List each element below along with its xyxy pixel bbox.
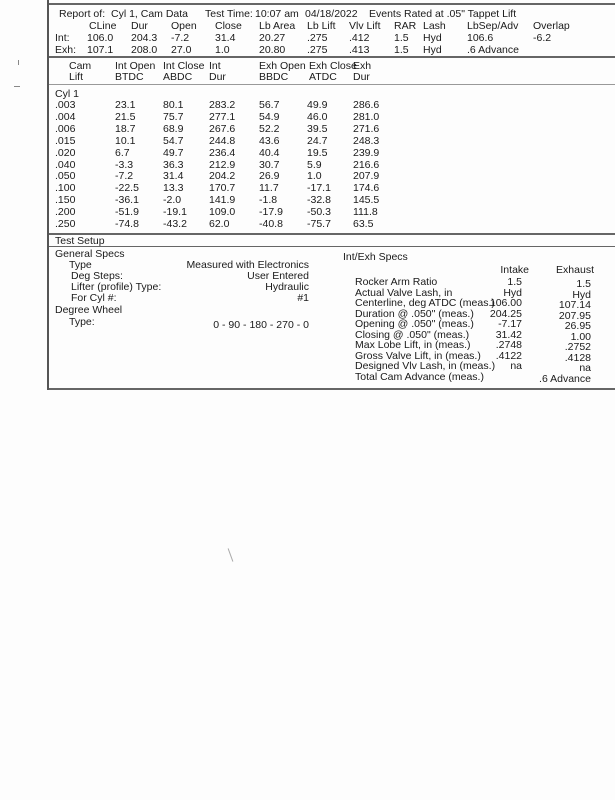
summary-cell: 20.80 — [259, 44, 286, 56]
scan-mark — [18, 60, 19, 65]
summary-col-header: Lb Area — [259, 20, 296, 32]
intake-col-header: Intake — [500, 264, 529, 276]
event-cell: -40.8 — [259, 218, 283, 230]
summary-cell: 204.3 — [131, 32, 158, 44]
summary-col-header: LbSep/Adv — [467, 20, 519, 32]
summary-cell: 1.5 — [394, 44, 409, 56]
spec-intake-value: 31.42 — [495, 328, 522, 341]
degree-wheel-type-label: Type: — [69, 316, 95, 328]
spec-intake-value: 204.25 — [489, 307, 522, 320]
event-cell: 21.5 — [115, 110, 136, 123]
event-cell: -22.5 — [115, 182, 139, 195]
spec-intake-value: Hyd — [503, 286, 522, 299]
event-cell: 46.0 — [307, 110, 328, 123]
summary-col-header: RAR — [394, 20, 417, 32]
event-cell: 204.2 — [209, 170, 236, 183]
summary-col-header: CLine — [89, 20, 117, 32]
event-cell: 49.9 — [307, 99, 328, 111]
events-col-subheader: Lift — [69, 71, 84, 83]
spec-exhaust-value: 1.00 — [570, 330, 591, 343]
events-col-subheader: ATDC — [309, 71, 337, 83]
spec-intake-value: .4122 — [495, 349, 522, 362]
general-spec-label: For Cyl #: — [71, 292, 117, 304]
spec-exhaust-value: .6 Advance — [539, 372, 591, 385]
events-rated-note: Events Rated at .05" Tappet Lift — [369, 8, 517, 20]
event-cell: 5.9 — [307, 158, 322, 171]
event-cell: -36.1 — [115, 194, 139, 207]
event-cell: 19.5 — [307, 146, 328, 159]
test-time-label: Test Time: — [205, 8, 253, 20]
summary-cell: 20.27 — [259, 32, 286, 44]
degree-wheel-title: Degree Wheel — [55, 304, 123, 316]
event-cell: 109.0 — [209, 206, 236, 219]
spec-exhaust-value: 207.95 — [558, 309, 591, 322]
spec-exhaust-value: .2752 — [564, 341, 591, 353]
event-cell: 283.2 — [209, 99, 236, 111]
spec-intake-value: 1.5 — [507, 276, 522, 288]
summary-cell: .412 — [349, 32, 370, 44]
cam-lift-cell: .006 — [55, 122, 76, 135]
event-cell: 11.7 — [259, 182, 279, 195]
event-cell: -50.3 — [307, 206, 331, 219]
summary-cell: 106.6 — [467, 32, 494, 44]
event-cell: -19.1 — [163, 206, 187, 219]
event-cell: -51.9 — [115, 206, 139, 219]
event-cell: 170.7 — [209, 182, 236, 195]
spec-label: Max Lobe Lift, in (meas.) — [355, 339, 471, 351]
events-col-subheader: ABDC — [163, 71, 193, 83]
event-cell: 24.7 — [307, 134, 328, 147]
event-cell: 111.8 — [353, 206, 378, 219]
cam-lift-cell: .200 — [55, 206, 76, 219]
summary-cell: 107.1 — [87, 44, 114, 56]
summary-col-header: Close — [215, 20, 242, 32]
scan-mark — [228, 548, 234, 561]
bottom-border — [49, 388, 615, 390]
spec-exhaust-value: na — [579, 362, 591, 374]
event-cell: 6.7 — [115, 146, 130, 159]
summary-cell: -6.2 — [533, 32, 552, 44]
spec-label: Gross Valve Lift, in (meas.) — [355, 349, 481, 362]
event-cell: 239.9 — [353, 146, 380, 159]
general-spec-value: Hydraulic — [265, 281, 309, 293]
cam-lift-cell: .250 — [55, 218, 76, 230]
event-cell: 286.6 — [353, 99, 380, 111]
exhaust-col-header: Exhaust — [556, 264, 594, 276]
event-cell: 271.6 — [353, 122, 380, 135]
event-cell: 63.5 — [353, 218, 374, 230]
scan-mark — [14, 86, 20, 87]
spec-label: Total Cam Advance (meas.) — [355, 370, 484, 383]
spec-label: Opening @ .050" (meas.) — [355, 318, 474, 330]
event-cell: 40.4 — [259, 146, 280, 159]
event-cell: 18.7 — [115, 122, 136, 135]
cam-lift-cell: .150 — [55, 194, 76, 207]
event-cell: 174.6 — [353, 182, 380, 195]
events-col-header: Int Close — [163, 60, 205, 72]
event-cell: 36.3 — [163, 158, 184, 171]
event-cell: 216.6 — [353, 158, 380, 171]
spec-exhaust-value: 26.95 — [564, 320, 591, 332]
general-spec-label: Type — [69, 259, 92, 271]
cam-lift-cell: .020 — [55, 146, 76, 159]
report-of-label: Report of: — [59, 8, 106, 20]
event-cell: 75.7 — [163, 110, 184, 123]
cam-report-sheet — [47, 0, 615, 390]
event-cell: 248.3 — [353, 134, 380, 147]
event-cell: 49.7 — [163, 146, 184, 159]
summary-cell: -7.2 — [171, 32, 190, 44]
summary-cell: Hyd — [423, 44, 442, 56]
general-spec-value: User Entered — [247, 270, 309, 282]
event-cell: 23.1 — [115, 99, 136, 111]
summary-row-label: Exh: — [55, 44, 77, 56]
summary-cell: .275 — [307, 44, 328, 56]
spec-intake-value: -7.17 — [498, 318, 522, 330]
cam-lift-cell: .004 — [55, 110, 76, 123]
event-cell: 207.9 — [353, 170, 380, 183]
spec-label: Centerline, deg ATDC (meas.) — [355, 297, 495, 309]
spec-intake-value: na — [510, 360, 522, 372]
summary-cell: 208.0 — [131, 44, 158, 56]
summary-cell: .413 — [349, 44, 370, 56]
summary-cell: 31.4 — [215, 32, 236, 44]
events-col-header: Exh Close — [309, 60, 357, 72]
event-cell: 54.9 — [259, 110, 280, 123]
event-cell: -74.8 — [115, 218, 139, 230]
spec-label: Duration @ .050" (meas.) — [355, 307, 474, 320]
summary-cell: .6 Advance — [467, 44, 519, 56]
spec-label: Closing @ .050" (meas.) — [355, 328, 470, 341]
summary-col-header: Open — [171, 20, 197, 32]
events-col-header: Cam — [69, 60, 92, 72]
event-cell: 68.9 — [163, 122, 184, 135]
summary-col-header: Dur — [131, 20, 148, 32]
event-cell: -43.2 — [163, 218, 187, 230]
top-border — [49, 3, 615, 5]
event-cell: 39.5 — [307, 122, 328, 135]
events-col-subheader: BTDC — [115, 71, 144, 83]
event-cell: -32.8 — [307, 194, 331, 207]
event-cell: 52.2 — [259, 122, 280, 135]
event-cell: -17.9 — [259, 206, 283, 219]
events-divider — [49, 233, 615, 235]
event-cell: -75.7 — [307, 218, 331, 230]
summary-col-header: Vlv Lift — [349, 20, 381, 32]
event-cell: -1.8 — [259, 194, 278, 207]
spec-exhaust-value: .4128 — [564, 351, 591, 364]
spec-label: Rocker Arm Ratio — [355, 276, 438, 288]
event-cell: 141.9 — [209, 194, 236, 207]
summary-col-header: Lb Lift — [307, 20, 336, 32]
event-cell: 31.4 — [163, 170, 184, 183]
spec-intake-value: .2748 — [495, 339, 522, 351]
event-cell: 212.9 — [209, 158, 236, 171]
events-col-subheader: BBDC — [259, 71, 289, 83]
events-col-subheader: Dur — [209, 71, 226, 83]
event-cell: 26.9 — [259, 170, 280, 183]
event-cell: 13.3 — [163, 182, 184, 195]
summary-cell: 1.0 — [215, 44, 230, 56]
event-cell: -17.1 — [307, 182, 331, 195]
summary-divider — [49, 56, 615, 58]
summary-cell: Hyd — [423, 32, 442, 44]
test-setup-divider — [49, 246, 615, 247]
test-setup-title: Test Setup — [55, 235, 105, 247]
cam-lift-cell: .100 — [55, 182, 76, 195]
event-cell: 145.5 — [353, 194, 380, 207]
events-col-header: Int — [209, 60, 221, 72]
cam-lift-cell: .040 — [55, 158, 76, 171]
event-cell: 10.1 — [115, 134, 136, 147]
event-cell: 1.0 — [307, 170, 322, 183]
summary-cell: .275 — [307, 32, 328, 44]
general-specs-title: General Specs — [55, 248, 125, 260]
events-col-header: Exh — [353, 60, 372, 72]
event-cell: 267.6 — [209, 122, 236, 135]
summary-cell: 106.0 — [87, 32, 114, 44]
cam-lift-cell: .050 — [55, 170, 76, 183]
event-cell: 54.7 — [163, 134, 184, 147]
event-cell: 80.1 — [163, 99, 184, 111]
spec-label: Designed Vlv Lash, in (meas.) — [355, 360, 496, 372]
int-exh-specs-title: Int/Exh Specs — [343, 251, 408, 263]
test-time-value: 10:07 am — [255, 8, 299, 20]
spec-label: Actual Valve Lash, in — [355, 286, 453, 299]
events-col-subheader: Dur — [353, 71, 370, 83]
event-cell: 56.7 — [259, 99, 280, 111]
events-header-divider — [49, 84, 615, 85]
events-col-header: Int Open — [115, 60, 156, 72]
spec-intake-value: 106.00 — [489, 297, 522, 309]
summary-cell: 1.5 — [394, 32, 409, 44]
spec-exhaust-value: 1.5 — [576, 278, 591, 290]
event-cell: -3.3 — [115, 158, 134, 171]
spec-exhaust-value: Hyd — [572, 288, 591, 301]
general-spec-label: Deg Steps: — [71, 270, 123, 282]
events-group-label: Cyl 1 — [55, 88, 79, 100]
summary-col-header: Lash — [423, 20, 446, 32]
event-cell: 236.4 — [209, 146, 236, 159]
events-col-header: Exh Open — [259, 60, 306, 72]
event-cell: 62.0 — [209, 218, 230, 230]
event-cell: 281.0 — [353, 110, 380, 123]
spec-exhaust-value: 107.14 — [558, 299, 591, 311]
event-cell: -7.2 — [115, 170, 134, 183]
degree-wheel-type-value: 0 - 90 - 180 - 270 - 0 — [213, 319, 309, 331]
cam-lift-cell: .003 — [55, 99, 76, 111]
cam-lift-cell: .015 — [55, 134, 76, 147]
summary-cell: 27.0 — [171, 44, 192, 56]
general-spec-value: Measured with Electronics — [186, 259, 309, 271]
report-of-value: Cyl 1, Cam Data — [111, 8, 189, 20]
event-cell: 43.6 — [259, 134, 280, 147]
event-cell: 244.8 — [209, 134, 236, 147]
summary-row-label: Int: — [55, 32, 70, 44]
test-date: 04/18/2022 — [305, 8, 358, 20]
event-cell: 277.1 — [209, 110, 236, 123]
general-spec-label: Lifter (profile) Type: — [71, 281, 162, 293]
event-cell: -2.0 — [163, 194, 182, 207]
summary-col-header: Overlap — [533, 20, 570, 32]
general-spec-value: #1 — [297, 292, 309, 304]
event-cell: 30.7 — [259, 158, 280, 171]
